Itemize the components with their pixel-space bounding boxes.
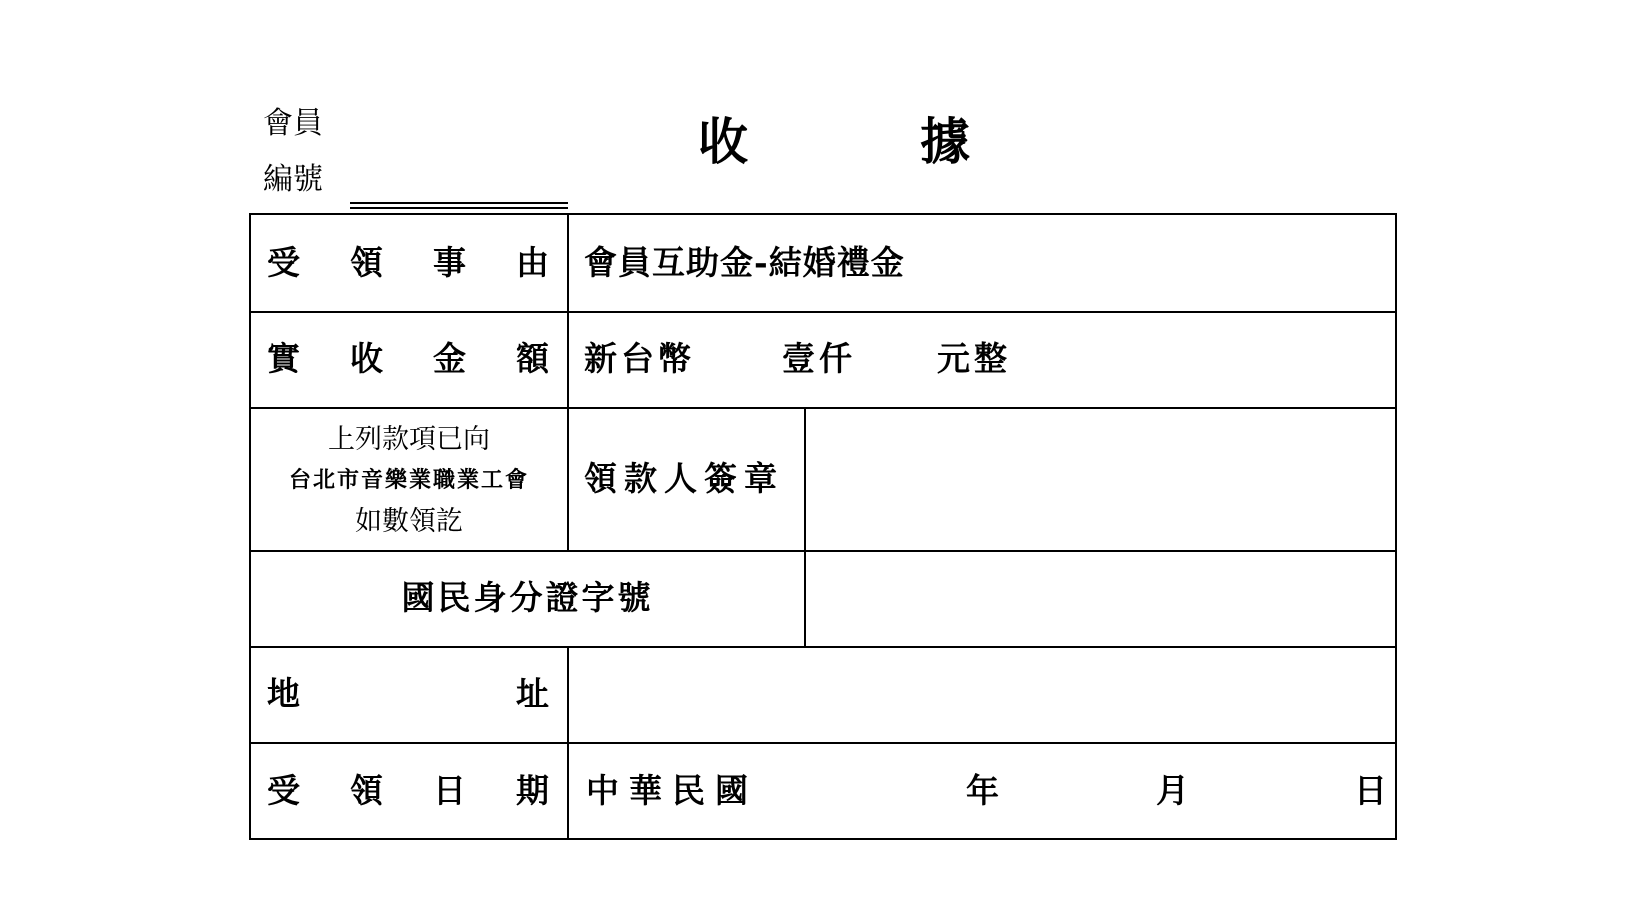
amount-unit: 元整 (937, 339, 1011, 378)
reason-label-char: 事 (433, 243, 466, 282)
date-label-char: 期 (516, 771, 549, 810)
title-char-1: 收 (698, 112, 748, 171)
amount-value: 壹仟 (782, 339, 856, 378)
date-day: 日 (1354, 771, 1387, 810)
signature-label: 領款人簽章 (584, 459, 784, 498)
reason-label-char: 受 (267, 243, 300, 282)
address-label-char: 址 (516, 674, 549, 713)
date-label-char: 領 (350, 771, 383, 810)
received-union-name: 台北市音樂業職業工會 (288, 468, 529, 493)
amount-label-char: 金 (433, 339, 466, 378)
date-year: 年 (966, 771, 999, 810)
title-char-2: 據 (920, 112, 970, 171)
row-divider (251, 742, 1395, 744)
reason-value: 會員互助金-結婚禮金 (584, 243, 905, 282)
date-era: 中華民國 (586, 771, 758, 810)
amount-label-char: 額 (516, 339, 549, 378)
member-no-label (263, 96, 323, 208)
address-label (267, 674, 549, 714)
reason-label (267, 243, 549, 283)
reason-label-char: 領 (350, 243, 383, 282)
date-label (267, 771, 549, 811)
address-label-char: 地 (267, 674, 300, 713)
member-no-input-line[interactable] (350, 202, 568, 209)
date-label-char: 受 (267, 771, 300, 810)
amount-label-char: 收 (350, 339, 383, 378)
member-no-line1: 會員 (263, 106, 323, 141)
amount-label-char: 實 (267, 339, 300, 378)
received-line-1: 上列款項已向 (328, 424, 490, 455)
column-divider (567, 215, 569, 551)
signature-field[interactable] (806, 409, 1395, 550)
date-label-char: 日 (433, 771, 466, 810)
id-label: 國民身分證字號 (401, 578, 654, 617)
amount-currency: 新台幣 (584, 339, 695, 378)
id-field[interactable] (806, 552, 1395, 646)
row-divider (251, 311, 1395, 313)
date-month: 月 (1156, 771, 1189, 810)
address-field[interactable] (569, 648, 1395, 742)
reason-label-char: 由 (516, 243, 549, 282)
receipt-form (249, 213, 1397, 840)
member-no-line2: 編號 (263, 162, 323, 197)
amount-label (267, 339, 549, 379)
received-line-3: 如數領訖 (355, 506, 463, 537)
received-statement (251, 421, 567, 541)
